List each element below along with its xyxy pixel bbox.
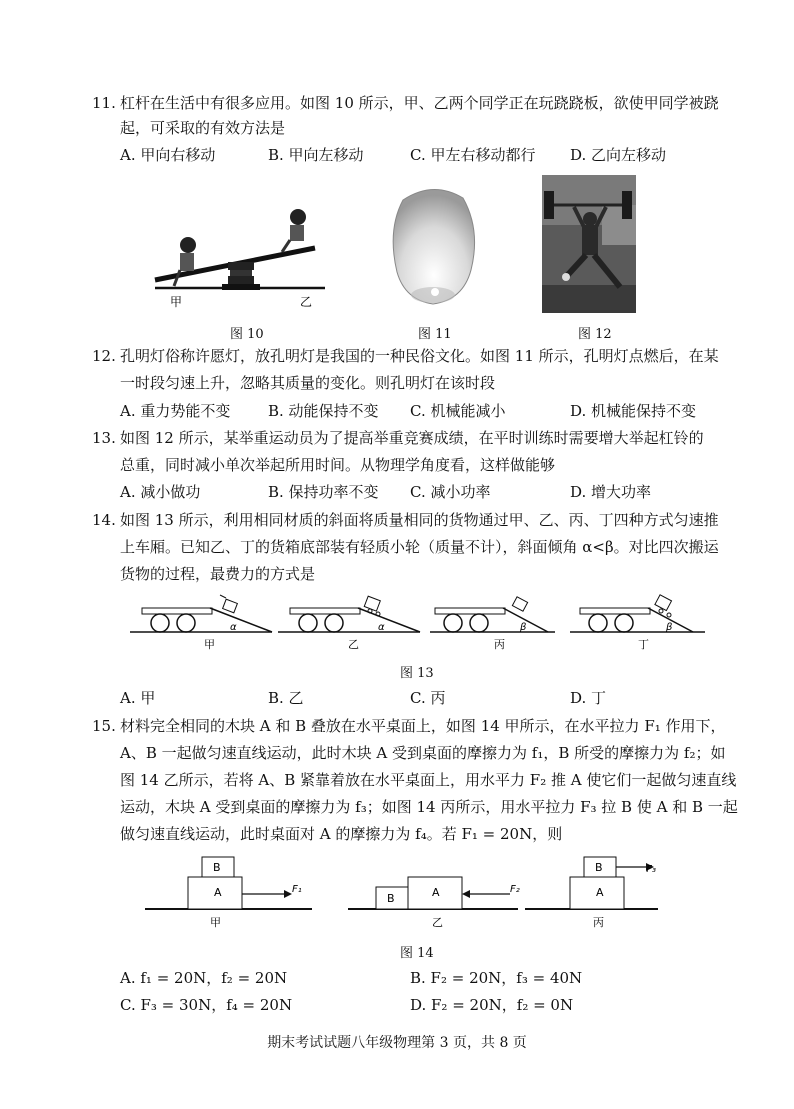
q12-option-d[interactable]: D. 机械能保持不变 [570,402,697,420]
fig13-ramp-yi [278,596,420,651]
figure-13-ramps [130,590,710,652]
fig14-label-yi: 乙 [432,916,443,929]
q11-line1 [92,93,719,113]
q13-option-c[interactable]: C. 减小功率 [410,483,491,501]
fig14-force-f3: F₃ [646,864,656,875]
q14-line2: 上车厢。已知乙、丁的货箱底部装有轻质小轮（质量不计），斜面倾角 α<β。对比四次搬运 [120,538,719,556]
q11-text1: 杠杆在生活中有很多应用。如图 10 所示，甲、乙两个同学正在玩跷跷板，欲使甲同学被跷 [120,94,719,112]
q12-line2: 一时段匀速上升，忽略其质量的变化。则孔明灯在该时段 [120,374,496,392]
fig14-force-f1: F₁ [292,884,302,895]
fig13-label-yi: 乙 [348,638,359,651]
q15-line1 [92,716,726,736]
q14-line1 [92,510,719,530]
q13-option-d[interactable]: D. 增大功率 [570,483,652,501]
q14-option-c[interactable]: C. 丙 [410,689,446,707]
fig14-panel-bing [525,857,658,929]
fig13-ramp-bing [430,597,555,651]
q15-text1: 材料完全相同的木块 A 和 B 叠放在水平桌面上，如图 14 甲所示，在水平拉力 F₁ 作用下， [120,717,726,735]
q11-option-c[interactable]: C. 甲左右移动都行 [410,146,536,164]
q11-option-b[interactable]: B. 甲向左移动 [268,146,364,164]
fig14-jia-block-b: B [213,861,221,874]
q12-number: 12. [92,347,116,365]
fig14-jia-block-a: A [214,886,222,899]
fig13-angle-bing: β [520,622,527,633]
q13-option-a[interactable]: A. 减小做功 [120,483,201,501]
q14-option-a[interactable]: A. 甲 [120,689,156,707]
fig14-bing-block-a: A [596,886,604,899]
q11-number: 11. [92,94,116,112]
fig14-force-f2: F₂ [510,884,520,895]
fig11-caption: 图 11 [418,327,452,342]
q15-line4: 运动，木块 A 受到桌面的摩擦力为 f₃；如图 14 丙所示，用水平拉力 F₃ 拉 B 使 A 和 B 一起 [120,798,738,816]
fig13-label-bing: 丙 [494,638,505,651]
q12-text1: 孔明灯俗称许愿灯，放孔明灯是我国的一种民俗文化。如图 11 所示，孔明灯点燃后，在某 [120,347,719,365]
fig13-angle-jia: α [230,622,237,633]
fig10-caption: 图 10 [230,327,264,342]
fig13-ramp-jia [130,595,272,651]
fig14-panel-yi [348,877,520,929]
fig14-panel-jia [145,857,312,929]
fig14-label-jia: 甲 [210,916,221,929]
fig12-caption: 图 12 [578,327,612,342]
q15-option-d[interactable]: D. F₂ = 20N，f₂ = 0N [410,996,574,1014]
fig13-label-ding: 丁 [638,638,649,651]
q14-text1: 如图 13 所示，利用相同材质的斜面将质量相同的货物通过甲、乙、丙、丁四种方式匀速推 [120,511,719,529]
q12-option-c[interactable]: C. 机械能减小 [410,402,506,420]
q11-option-a[interactable]: A. 甲向右移动 [120,146,216,164]
fig14-yi-block-b: B [387,892,395,905]
q13-line2: 总重，同时减小单次举起所用时间。从物理学角度看，这样做能够 [120,456,556,474]
fig10-label-yi: 乙 [300,295,313,309]
q14-option-b[interactable]: B. 乙 [268,689,304,707]
q14-option-d[interactable]: D. 丁 [570,689,607,707]
q15-line3: 图 14 乙所示，若将 A、B 紧靠着放在水平桌面上，用水平力 F₂ 推 A 使它们一起做匀速直线 [120,771,737,789]
fig14-label-bing: 丙 [593,916,604,929]
q12-line1 [92,346,719,366]
fig13-angle-yi: α [378,622,385,633]
figure-11-sky-lantern [383,180,483,310]
q15-option-c[interactable]: C. F₃ = 30N，f₄ = 20N [120,996,293,1014]
figure-12-weightlifter [542,175,636,313]
fig14-bing-block-b: B [595,861,603,874]
q11-line2: 起，可采取的有效方法是 [120,119,286,137]
q15-line5: 做匀速直线运动，此时桌面对 A 的摩擦力为 f₄。若 F₁ = 20N，则 [120,825,563,843]
fig10-label-jia: 甲 [170,295,183,309]
q15-option-b[interactable]: B. F₂ = 20N，f₃ = 40N [410,969,583,987]
q12-option-b[interactable]: B. 动能保持不变 [268,402,379,420]
fig13-ramp-ding [570,595,705,651]
q13-number: 13. [92,429,116,447]
q11-option-d[interactable]: D. 乙向左移动 [570,146,667,164]
q15-number: 15. [92,717,116,735]
q13-option-b[interactable]: B. 保持功率不变 [268,483,379,501]
fig14-yi-block-a: A [432,886,440,899]
page-footer: 期末考试试题八年级物理第 3 页，共 8 页 [267,1035,527,1051]
fig14-caption: 图 14 [400,946,434,961]
q15-option-a[interactable]: A. f₁ = 20N，f₂ = 20N [120,969,288,987]
fig13-label-jia: 甲 [204,638,215,651]
q14-number: 14. [92,511,116,529]
fig13-caption: 图 13 [400,666,434,681]
q12-option-a[interactable]: A. 重力势能不变 [120,402,231,420]
q15-line2: A、B 一起做匀速直线运动，此时木块 A 受到桌面的摩擦力为 f₁，B 所受的摩擦力为 f₂；如 [120,744,726,762]
fig13-angle-ding: β [666,622,673,633]
q14-line3: 货物的过程，最费力的方式是 [120,565,316,583]
figure-14-blocks [140,852,660,934]
q13-line1 [92,428,704,448]
figure-10-seesaw [150,200,330,315]
q13-text1: 如图 12 所示，某举重运动员为了提高举重竞赛成绩，在平时训练时需要增大举起杠铃的 [120,429,704,447]
